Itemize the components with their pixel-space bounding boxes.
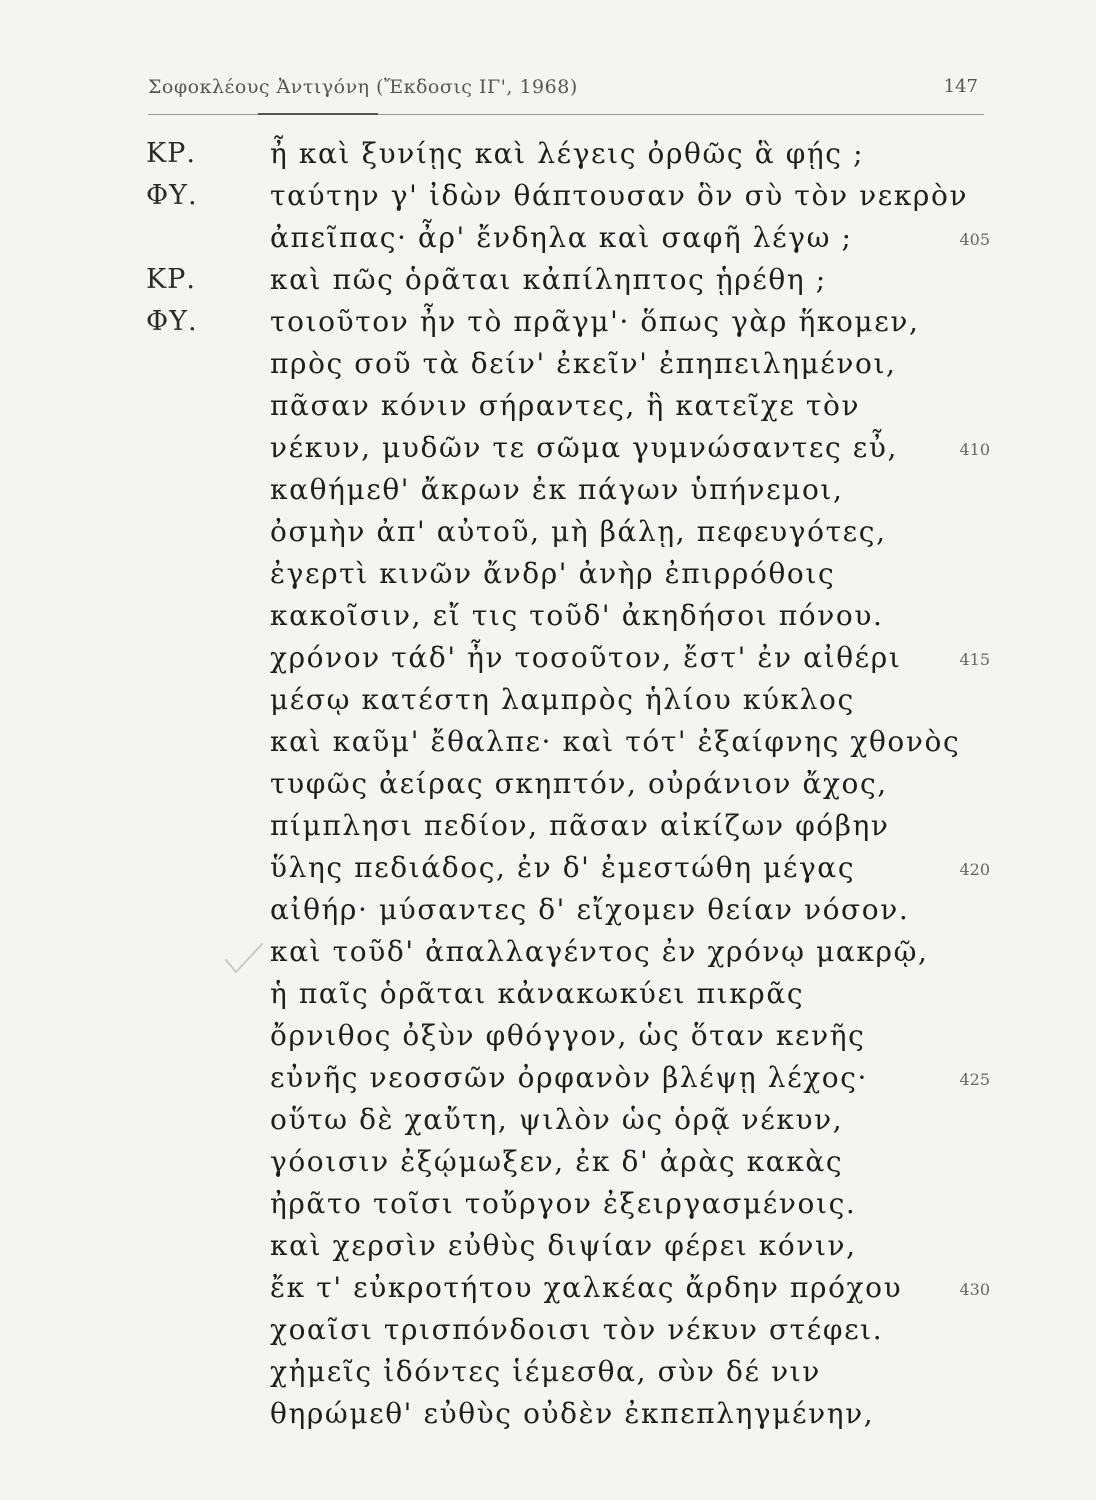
verse-line — [0, 511, 1096, 553]
speaker-label: ΚΡ. — [146, 138, 196, 169]
verse-text: νέκυν, μυδῶν τε σῶμα γυμνώσαντες εὖ, — [270, 431, 899, 464]
verse-line — [0, 1393, 1096, 1435]
verse-text: ἐγερτὶ κινῶν ἄνδρ' ἀνὴρ ἐπιρρόθοις — [270, 557, 836, 590]
verse-text: καὶ τοῦδ' ἀπαλλαγέντος ἐν χρόνῳ μακρῷ, — [270, 935, 929, 968]
verse-text: θηρώμεθ' εὐθὺς οὐδὲν ἐκπεπληγμένην, — [270, 1397, 875, 1430]
verse-text: καὶ χερσὶν εὐθὺς διψίαν φέρει κόνιν, — [270, 1229, 857, 1262]
verse-text: ὄρνιθος ὀξὺν φθόγγον, ὡς ὅταν κενῆς — [270, 1019, 866, 1052]
line-number: 425 — [959, 1070, 990, 1089]
speaker-label: ΦΥ. — [146, 306, 198, 337]
verse-text: ἦ καὶ ξυνίῃς καὶ λέγεις ὀρθῶς ἃ φῄς ; — [270, 137, 865, 170]
verse-text: ἀπεῖπας· ἆρ' ἔνδηλα καὶ σαφῆ λέγω ; — [270, 221, 853, 254]
verse-text: τυφῶς ἀείρας σκηπτόν, οὐράνιον ἄχος, — [270, 767, 888, 800]
verse-text: χρόνον τάδ' ἦν τοσοῦτον, ἔστ' ἐν αἰθέρι — [270, 641, 902, 674]
verse-line — [0, 175, 1096, 217]
verse-line — [0, 1015, 1096, 1057]
verse-text: ὀσμὴν ἀπ' αὐτοῦ, μὴ βάλῃ, πεφευγότες, — [270, 515, 887, 548]
verse-line — [0, 763, 1096, 805]
verse-line — [0, 847, 1096, 889]
verse-text: αἰθήρ· μύσαντες δ' εἴχομεν θείαν νόσον. — [270, 893, 910, 926]
verse-line — [0, 973, 1096, 1015]
verse-line — [0, 595, 1096, 637]
verse-text: γόοισιν ἐξῴμωξεν, ἐκ δ' ἀρὰς κακὰς — [270, 1145, 844, 1178]
verse-block — [0, 133, 1096, 1435]
verse-line — [0, 805, 1096, 847]
verse-text: κακοῖσιν, εἴ τις τοῦδ' ἀκηδήσοι πόνου. — [270, 599, 884, 632]
verse-line — [0, 1099, 1096, 1141]
verse-line — [0, 1225, 1096, 1267]
verse-text: χοαῖσι τρισπόνδοισι τὸν νέκυν στέφει. — [270, 1313, 884, 1346]
verse-line — [0, 1141, 1096, 1183]
verse-line — [0, 427, 1096, 469]
verse-line — [0, 721, 1096, 763]
line-number: 405 — [959, 230, 990, 249]
verse-text: οὕτω δὲ χαὔτη, ψιλὸν ὡς ὁρᾷ νέκυν, — [270, 1103, 844, 1136]
header-rule-accent — [258, 113, 378, 115]
verse-line — [0, 679, 1096, 721]
verse-line — [0, 889, 1096, 931]
verse-line — [0, 133, 1096, 175]
running-title: Σοφοκλέους Ἀντιγόνη (Ἔκδοσις ΙΓ', 1968) — [148, 76, 578, 98]
verse-text: καθήμεθ' ἄκρων ἐκ πάγων ὑπήνεμοι, — [270, 473, 844, 506]
verse-text: καὶ πῶς ὁρᾶται κἀπίληπτος ᾑρέθη ; — [270, 263, 827, 296]
verse-text: ἡ παῖς ὁρᾶται κἀνακωκύει πικρᾶς — [270, 977, 805, 1010]
verse-line — [0, 637, 1096, 679]
speaker-label: ΚΡ. — [146, 264, 196, 295]
line-number: 410 — [959, 440, 990, 459]
line-number: 415 — [959, 650, 990, 669]
verse-line — [0, 1309, 1096, 1351]
verse-line — [0, 343, 1096, 385]
verse-text: ἠρᾶτο τοῖσι τοὔργον ἐξειργασμένοις. — [270, 1187, 857, 1220]
verse-text: καὶ καῦμ' ἔθαλπε· καὶ τότ' ἐξαίφνης χθονὸς — [270, 725, 961, 758]
verse-text: πᾶσαν κόνιν σήραντες, ἣ κατεῖχε τὸν — [270, 389, 861, 422]
verse-line — [0, 385, 1096, 427]
verse-text: ἔκ τ' εὐκροτήτου χαλκέας ἄρδην πρόχου — [270, 1271, 903, 1304]
line-number: 430 — [959, 1280, 990, 1299]
line-number: 420 — [959, 860, 990, 879]
running-head — [148, 72, 984, 108]
page-number: 147 — [943, 76, 978, 97]
verse-text: εὐνῆς νεοσσῶν ὀρφανὸν βλέψῃ λέχος· — [270, 1061, 869, 1094]
verse-line — [0, 469, 1096, 511]
verse-text: τοιοῦτον ἦν τὸ πρᾶγμ'· ὅπως γὰρ ἥκομεν, — [270, 305, 920, 338]
verse-line — [0, 1057, 1096, 1099]
verse-line — [0, 1351, 1096, 1393]
verse-text: ὕλης πεδιάδος, ἐν δ' ἐμεστώθη μέγας — [270, 851, 856, 884]
verse-text: ταύτην γ' ἰδὼν θάπτουσαν ὃν σὺ τὸν νεκρὸν — [270, 179, 969, 212]
verse-line — [0, 1267, 1096, 1309]
verse-text: μέσῳ κατέστη λαμπρὸς ἡλίου κύκλος — [270, 683, 855, 716]
verse-text: πρὸς σοῦ τὰ δείν' ἐκεῖν' ἐπηπειλημένοι, — [270, 347, 897, 380]
verse-line — [0, 301, 1096, 343]
verse-text: χἠμεῖς ἰδόντες ἱέμεσθα, σὺν δέ νιν — [270, 1355, 821, 1388]
verse-line — [0, 931, 1096, 973]
verse-line — [0, 1183, 1096, 1225]
verse-line — [0, 553, 1096, 595]
speaker-label: ΦΥ. — [146, 180, 198, 211]
verse-line — [0, 259, 1096, 301]
verse-line — [0, 217, 1096, 259]
verse-text: πίμπλησι πεδίον, πᾶσαν αἰκίζων φόβην — [270, 809, 890, 842]
